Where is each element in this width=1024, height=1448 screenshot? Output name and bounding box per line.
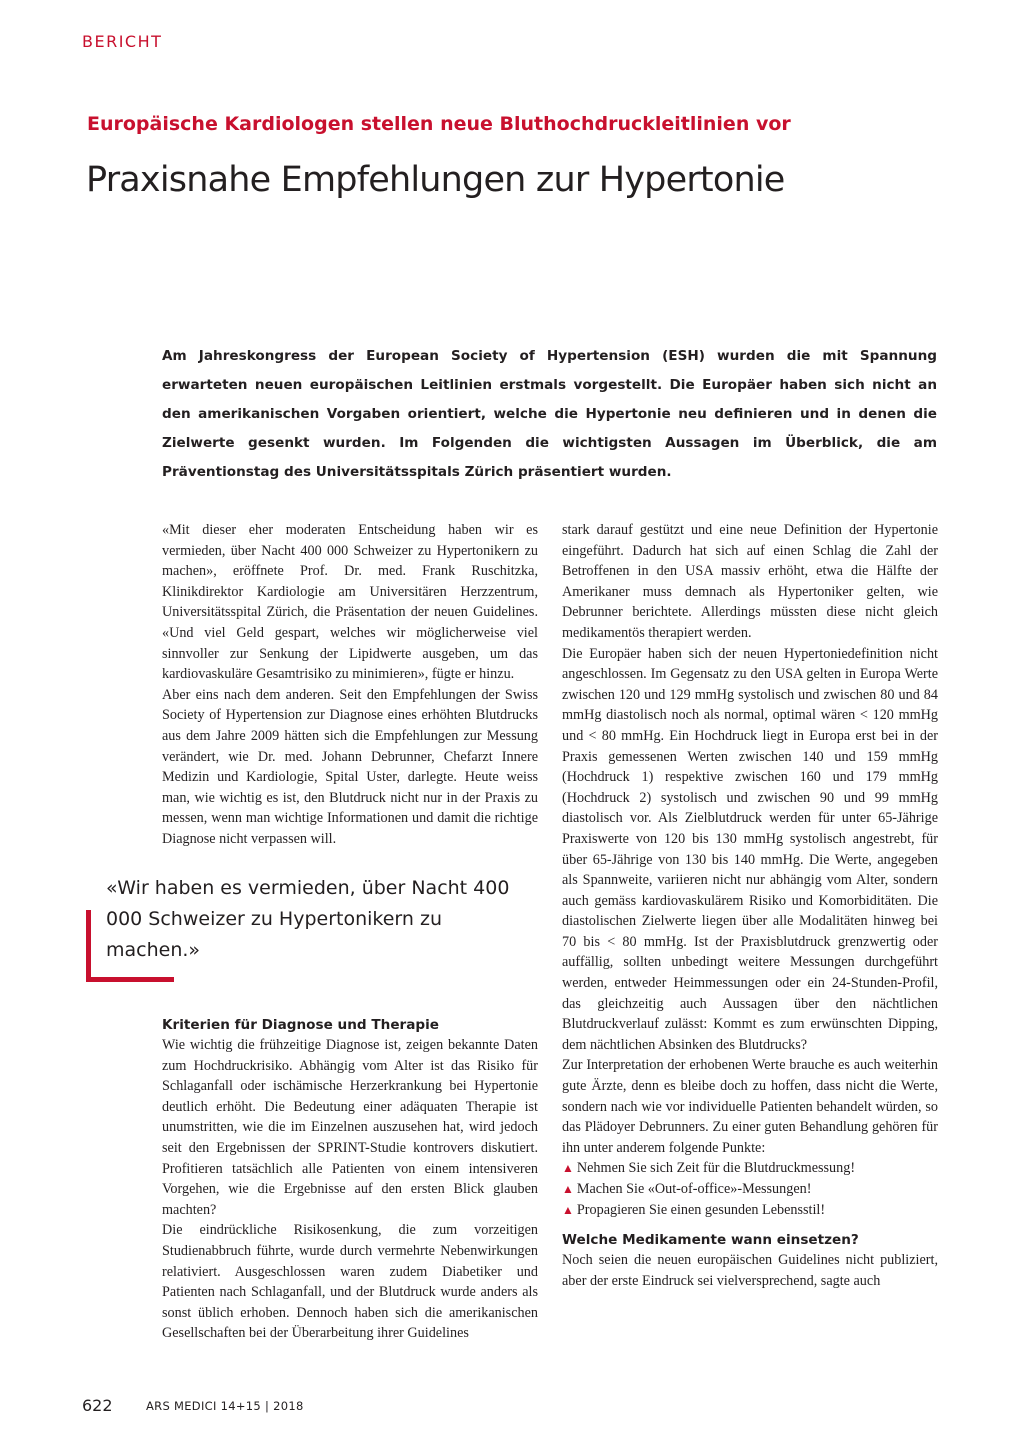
section-label: BERICHT [82, 32, 163, 51]
body-paragraph: Zur Interpretation der erhobenen Werte brauche es auch weiterhin gute Ärzte, denn es bleibe doch zu hoffen, dass nicht die Werte, sondern nach wie vor individuelle Patienten behandelt würden, so das Plädoyer Debrunners. Zu einer guten Behandlung gehören für ihn unter anderem folgende Punkte: [562, 1057, 938, 1156]
list-item [562, 1158, 938, 1179]
pullquote-accent-bar [86, 977, 174, 982]
pullquote-accent-bar [86, 910, 91, 982]
lead-paragraph: Am Jahreskongress der European Society of Hypertension (ESH) wurden die mit Spannung erwarteten neuen europäischen Leitlinien erstmals vorgestellt. Die Europäer haben sich nicht an den amerikanischen Vorgaben orientiert, welche die Hypertonie neu definieren und in denen die Zielwerte gesenkt wurden. Im Folgenden die wichtigsten Aussagen im Überblick, die am Präventionstag des Universitätsspitals Zürich präsentiert wurden. [162, 348, 937, 480]
list-item [562, 1179, 938, 1200]
section-heading: Kriterien für Diagnose und Therapie [162, 1017, 440, 1033]
article-title: Praxisnahe Empfehlungen zur Hypertonie [86, 160, 785, 200]
journal-issue: ARS MEDICI 14+15 | 2018 [146, 1399, 304, 1413]
body-paragraph: Aber eins nach dem anderen. Seit den Empfehlungen der Swiss Society of Hypertension zur Diagnose eines erhöhten Blutdrucks aus dem Jahre 2009 hätten sich die Empfehlungen zur Messung verändert, wie Dr. med. Johann Debrunner, Chefarzt Innere Medizin und Kardiologie, Spital Uster, darlegte. Heute weiss man, wie wichtig es ist, den Blutdruck nicht nur in der Praxis zu messen, wenn man wichtige Informationen und damit die richtige Diagnose nicht verpassen will. [162, 686, 538, 847]
triangle-bullet-icon: ▲ [562, 1161, 574, 1176]
section-heading: Welche Medikamente wann einsetzen? [562, 1232, 859, 1249]
column-2 [562, 520, 938, 1291]
triangle-bullet-icon: ▲ [562, 1182, 574, 1196]
article-kicker: Europäische Kardiologen stellen neue Bluthochdruckleitlinien vor [87, 113, 791, 135]
pullquote: «Wir haben es vermieden, über Nacht 400 000 Schweizer zu Hypertonikern zu machen.» [106, 877, 510, 961]
body-paragraph: Die Europäer haben sich der neuen Hypertoniedefinition nicht angeschlossen. Im Gegensatz zu den USA gelten in Europa Werte zwischen 120 und 129 mmHg systolisch und zwischen 80 und 84 mmHg diastolisch noch als normal, optimal wären < 120 mmHg und < 80 mmHg. Ein Hochdruck liegt in Europa erst bei in der Praxis gemessenen Werten zwischen 140 und 159 mmHg (Hochdruck 1) respektive zwischen 160 und 179 mmHg (Hochdruck 2) systolisch und zwischen 90 und 99 mmHg diastolisch vor. Als Zielblutdruck werden für unter 65-Jährige Praxiswerte von 120 bis 130 mmHg systolisch angestrebt, für über 65-Jährige von 130 bis 140 mmHg. Die Werte, angegeben als Spannweite, variieren nicht nur abhängig vom Alter, sondern auch gemäss kardiovaskulärem Risiko und Komorbiditäten. Die diastolischen Zielwerte liegen über alle Modalitäten hinweg bei 70 bis < 80 mmHg. Ist der Praxisblutdruck grenzwertig oder auffällig, sollten unbedingt weitere Messungen durchgeführt werden, entweder Heimmessungen oder ein 24-Stunden-Profil, das gleichzeitig auch Aussagen über den nächtlichen Blutdruckverlauf zulässt: Kommt es zum erwünschten Dipping, dem nächtlichen Absinken des Blutdrucks? [562, 645, 938, 1053]
column-1-top [162, 520, 538, 850]
body-paragraph: Die eindrückliche Risikosenkung, die zum vorzeitigen Studienabbruch führte, wurde durch vermehrte Nebenwirkungen relativiert. Ausgeschlossen waren zudem Diabetiker und Patienten nach Schlaganfall, und der Blutdruck wurde anders als sonst üblich erhoben. Dennoch haben sich die amerikanischen Gesellschaften bei der Überarbeitung ihrer Guidelines [162, 1222, 538, 1342]
list-item-text: Nehmen Sie sich Zeit für die Blutdruckmessung! [576, 1160, 856, 1177]
recommendation-list [562, 1158, 938, 1220]
column-1-bottom [162, 1015, 538, 1344]
page-number: 622 [82, 1396, 113, 1415]
list-item [562, 1200, 938, 1221]
body-paragraph: «Mit dieser eher moderaten Entscheidung haben wir es vermieden, über Nacht 400 000 Schweizer zu Hypertonikern zu machen», eröffnete Prof. Dr. med. Frank Ruschitzka, Klinikdirektor Kardiologie am Universitären Herzzentrum, Universitätsspital Zürich, die Präsentation der neuen Guidelines. «Und viel Geld gespart, welches wir möglicherweise viel sinnvoller zur Senkung der Lipidwerte ausgeben, um das kardiovaskuläre Gesamtrisiko zu minimieren», fügte er hinzu. [162, 522, 538, 683]
list-item-text: Propagieren Sie einen gesunden Lebensstil! [576, 1201, 826, 1218]
body-paragraph: stark darauf gestützt und eine neue Definition der Hypertonie eingeführt. Dadurch hat sich auf einen Schlag die Zahl der Betroffenen in den USA massiv erhöht, etwa die Hälfte der Amerikaner muss demnach als Hypertoniker gelten, wie Debrunner berichtete. Allerdings müssten diese nicht gleich medikamentös therapiert werden. [562, 522, 938, 641]
body-paragraph: Wie wichtig die frühzeitige Diagnose ist, zeigen bekannte Daten zum Hochdruckrisiko. Abhängig vom Alter ist das Risiko für Schlaganfall oder ischämische Herzerkrankung bei Hypertonie deutlich erhöht. Die Bedeutung einer adäquaten Therapie ist unumstritten, wie die im Einzelnen auszusehen hat, wird jedoch seit den Ergebnissen der SPRINT-Studie kontrovers diskutiert. Profitieren tatsächlich alle Patienten von einem intensiveren Vorgehen, wie die Ergebnisse auf den ersten Blick glauben machten? [162, 1037, 538, 1218]
list-item-text: Machen Sie «Out-of-office»-Messungen! [576, 1181, 812, 1197]
body-paragraph: Noch seien die neuen europäischen Guidelines nicht publiziert, aber der erste Eindruck sei vielversprechend, sagte auch [562, 1252, 938, 1289]
triangle-bullet-icon: ▲ [562, 1202, 574, 1217]
